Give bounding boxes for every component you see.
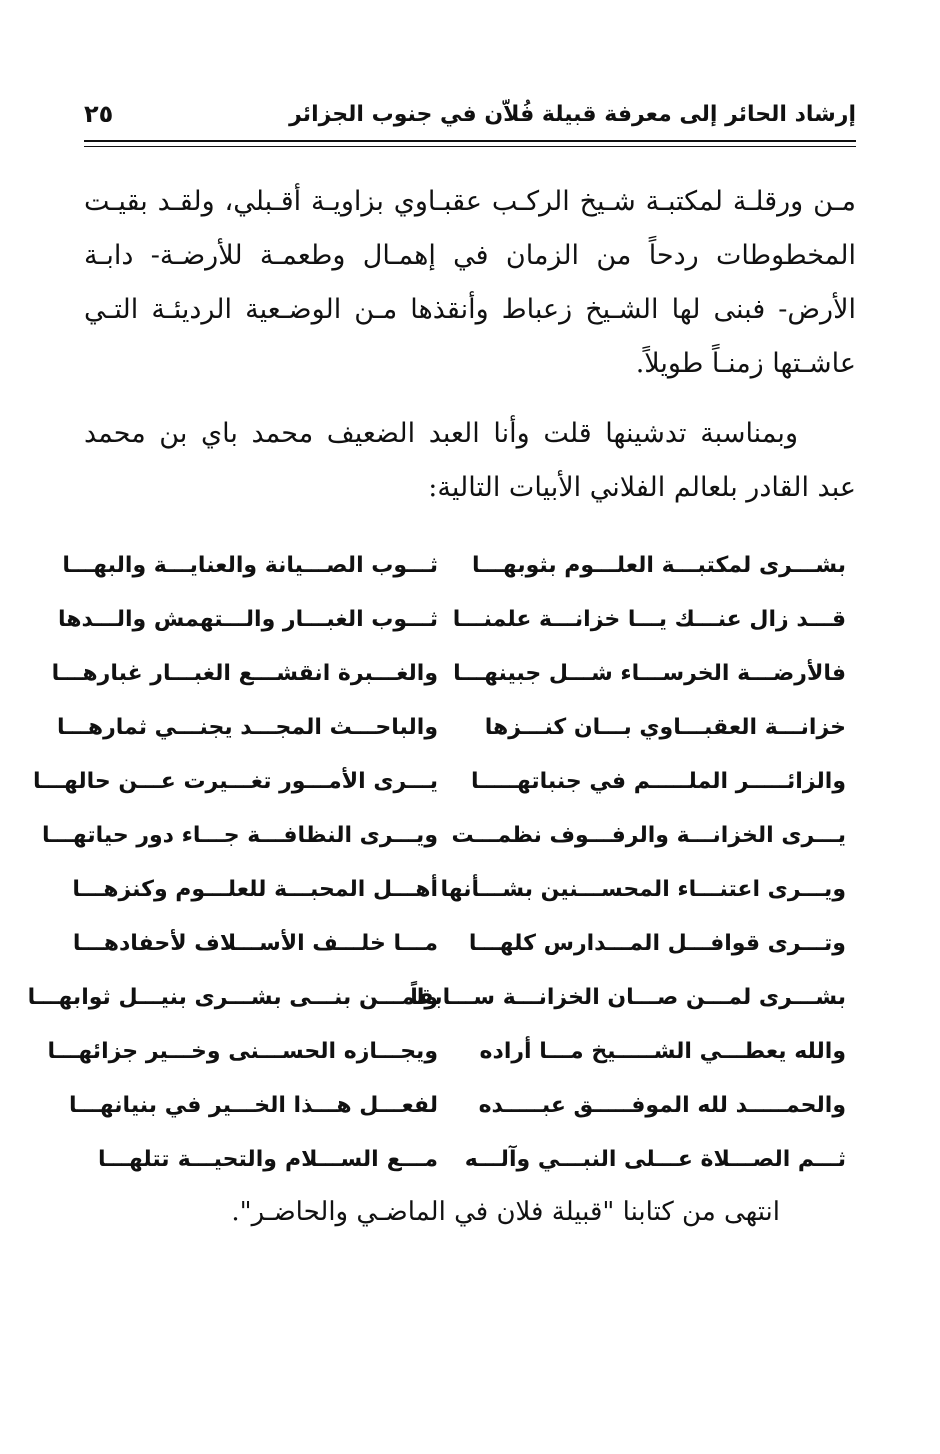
verse-first-hemistich: فالأرضـــة الخرســـاء شـــل جبينهـــا xyxy=(453,660,846,686)
verse-first-hemistich: ويـــرى اعتنـــاء المحســـنين بشـــأنها xyxy=(440,876,846,902)
verse-second-hemistich: أهـــل المحبـــة للعلـــوم وكنزهـــا xyxy=(72,876,438,902)
verse-row xyxy=(57,700,856,754)
running-title: إرشاد الحائر إلى معرفة قبيلة فُلاّن في جنوب الجزائر xyxy=(289,101,856,127)
paragraph-2: وبمناسبة تدشينها قلت وأنا العبد الضعيف محمد باي بن محمد عبد القادر بلعالم الفلاني الأبيات التالية: xyxy=(84,418,856,503)
verse-second-hemistich: ولمـــن بنـــى بشـــرى بنيـــل ثوابهـــا xyxy=(27,984,438,1010)
verse-first-hemistich: وتـــرى قوافـــل المـــدارس كلهـــا xyxy=(468,930,846,956)
verse-first-hemistich: والحمـــــد لله الموفـــــق عبـــــده xyxy=(478,1092,846,1118)
verse-first-hemistich: خزانـــة العقبـــاوي بـــان كنـــزها xyxy=(484,714,846,740)
verse-second-hemistich: ثـــوب الغبـــار والـــتهمش والـــدها xyxy=(57,606,438,632)
verse-second-hemistich: ويجـــازه الحســـنى وخـــير جزائهـــا xyxy=(47,1038,438,1064)
verse-row xyxy=(68,1078,856,1132)
verse-row xyxy=(62,538,856,592)
verse-row xyxy=(33,754,856,808)
verse-second-hemistich: والباحـــث المجـــد يجنـــي ثمارهـــا xyxy=(57,714,438,740)
verse-first-hemistich: والزائـــــر الملـــــم في جنباتهـــــا xyxy=(471,768,846,794)
verse-row xyxy=(47,1024,856,1078)
running-header xyxy=(84,96,856,132)
verse-second-hemistich: ثـــوب الصـــيانة والعنايـــة والبهـــا xyxy=(62,552,438,578)
verse-first-hemistich: ثـــم الصـــلاة عـــلى النبـــي وآلـــه xyxy=(464,1146,846,1172)
verse-second-hemistich: مـــا خلـــف الأســـلاف لأحفادهـــا xyxy=(72,930,438,956)
verse-row xyxy=(72,862,856,916)
page-number: ٢٥ xyxy=(84,100,114,128)
header-rule-thick xyxy=(84,140,856,142)
verse-first-hemistich: يـــرى الخزانـــة والرفـــوف نظمـــت xyxy=(451,822,846,848)
verse-second-hemistich: لفعـــل هـــذا الخـــير في بنيانهـــا xyxy=(68,1092,438,1118)
verse-second-hemistich: مـــع الســـلام والتحيـــة تتلهـــا xyxy=(98,1146,438,1172)
verse-first-hemistich: والله يعطـــي الشـــــيخ مـــا أراده xyxy=(479,1038,846,1064)
verse-row xyxy=(84,1132,856,1186)
verse-second-hemistich: ويـــرى النظافـــة جـــاء دور حياتهـــا xyxy=(41,822,438,848)
verse-second-hemistich: والغـــبرة انقشـــع الغبـــار غبارهـــا xyxy=(51,660,438,686)
paragraph-1: مـن ورقلـة لمكتبـة شـيخ الركـب عقبـاوي بزاويـة أقـبلي، ولقـد بقيـت المخطوطات ردحاً من الزمان في إهمـال وطعمـة للأرضـة- دابـة الأرض- فبنى لها الشـيخ زعباط وأنقذها مـن الوضـعية الرديئـة التـي عاشـتها زمنـاً طويلاً. xyxy=(84,186,856,379)
verse-row xyxy=(51,646,856,700)
verse-row xyxy=(41,808,856,862)
verse-row xyxy=(72,916,856,970)
verse-second-hemistich: يـــرى الأمـــور تغـــيرت عـــن حالهـــا xyxy=(33,768,438,794)
verse-first-hemistich: بشـــرى لمكتبـــة العلـــوم بثوبهـــا xyxy=(471,552,846,578)
closing-line: انتهى من كتابنا "قبيلة فلان في الماضـي والحاضـر". xyxy=(231,1197,780,1227)
verse-row xyxy=(27,970,856,1024)
poem xyxy=(27,538,856,1186)
header-rule-thin xyxy=(84,146,856,147)
verse-first-hemistich: بشـــرى لمـــن صـــان الخزانـــة ســـابقاً xyxy=(410,984,846,1010)
verse-first-hemistich: قـــد زال عنـــك يـــا خزانـــة علمنـــا xyxy=(452,606,846,632)
verse-row xyxy=(57,592,856,646)
